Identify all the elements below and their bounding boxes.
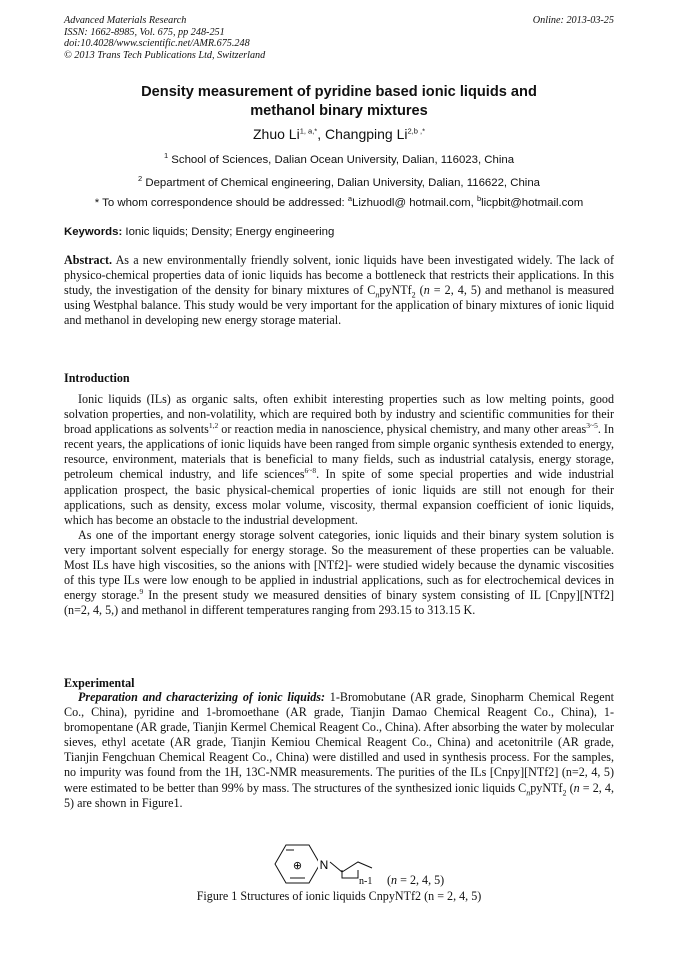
issn-line: ISSN: 1662-8985, Vol. 675, pp 248-251 xyxy=(64,26,225,38)
author-separator: , xyxy=(317,126,325,142)
intro-paragraph-2: As one of the important energy storage solvent categories, ionic liquids and their binary system solution is very important solvent especially for energy storage. So the measurement of these properties can be valuable. Most ILs have high viscosities, so the anions with [NTf2]- were studied widely because the dynamic viscosities of this type ILs were low enough to be applied in industrial applications, such as for electrochemical devices in energy storage.$^9$ In the present study we measured densities of binary system consisting of IL [Cnpy][NTf2] (n=2, 4, 5,) and methanol in different temperatures ranging from 293.15 to 313.15 K. xyxy=(64,527,614,618)
experimental-subheading: Preparation and characterizing of ionic liquids: xyxy=(78,690,326,704)
doi-line: doi:10.4028/www.scientific.net/AMR.675.248 xyxy=(64,38,250,50)
experimental-paragraph: Preparation and characterizing of ionic liquids: 1-Bromobutane (AR grade, Sinopharm Chemical Regent Co., China), pyridine and 1-bromoethane (AR grade, Tianjin Damao Chemical Reagent Co., China), 1-bromopentane (AR grade, Tianjin Kermel Chemical Reagent Co., China). After absorbing the water by molecular sieves, ethyl acetate (AR grade, Tianjin Kemiou Chemical Reagent Co., China) and acetonitrile (AR grade, Tianjin Fengchuan Chemical Reagent Co., China) were distilled and used in synthesis process. For the samples, no impurity was found from the 1H, 13C-NMR measurements. The purities of the ILs [Cnpy][NTf2] (n=2, 4, 5) were estimated to be better than 99% by mass. The structures of the synthesized ionic liquids $C_npyNTf_2$ (n = 2, 4, 5) are shown in Figure1. xyxy=(64,690,615,810)
abstract-label: Abstract. xyxy=(64,253,113,267)
online-date: Online: 2013-03-25 xyxy=(532,15,614,26)
introduction-heading: Introduction xyxy=(64,371,130,385)
nitrogen-label: N xyxy=(319,858,329,872)
keywords-text: Ionic liquids; Density; Energy engineering xyxy=(122,226,335,238)
author-1-affiliation-mark: 1, a,* xyxy=(299,126,318,136)
alkyl-chain xyxy=(330,862,372,872)
journal-name: Advanced Materials Research xyxy=(64,15,187,26)
introduction-body xyxy=(64,392,614,618)
copyright-line: © 2013 Trans Tech Publications Ltd, Switzerland xyxy=(64,49,266,61)
keywords-label: Keywords: xyxy=(64,226,123,238)
title-line-1: Density measurement of pyridine based ionic liquids and xyxy=(141,84,537,100)
affiliation-2: $^2$ Department of Chemical engineering, Dalian University, Dalian, 116622, China xyxy=(138,174,540,189)
experimental-body xyxy=(64,690,614,811)
title-line-2: methanol binary mixtures xyxy=(250,103,428,119)
correspondence-line: * To whom correspondence should be addressed: $^a$Lizhuodl@ hotmail.com, $^b$licpbit@hotmail.com xyxy=(94,194,584,209)
author-1: Zhuo Li xyxy=(252,126,300,142)
experimental-heading: Experimental xyxy=(64,676,135,690)
figure-n-range: (n = 2, 4, 5) xyxy=(387,873,445,887)
affiliation-1: $^1$ School of Sciences, Dalian Ocean University, Dalian, 116023, China xyxy=(163,151,515,166)
figure-caption: Figure 1 Structures of ionic liquids CnpyNTf2 (n = 2, 4, 5) xyxy=(196,889,482,903)
repeat-subscript: n-1 xyxy=(359,876,373,887)
keywords xyxy=(64,226,334,238)
abstract: Abstract. As a new environmentally friendly solvent, ionic liquids have been investigated widely. The lack of physico-chemical properties data of ionic liquids has become a bottleneck that restricts their applications. In this study, the investigation of the density for binary mixtures of $C_npyNTf_2$ (n = 2, 4, 5) and methanol is measured using Westphal balance. This study would be very important for the application of binary mixtures of ionic liquid and methanol in developing new energy storage material. xyxy=(64,253,614,328)
intro-paragraph-1: Ionic liquids (ILs) as organic salts, often exhibit interesting properties such as low melting points, good solvation properties, and non-volatility, which are required both by industry and scientific communities for their broad applications as solvents$^{1,2}$ or reaction media in nanoscience, physical chemistry, and many other areas$^{3\sim 5}$. In recent years, the applications of ionic liquids have been ranged from simple organic synthesis extended to energy, resource, environment, materials that is beneficial to many fields, such as industrial catalysis, energy storage, petroleum chemical industry, and life sciences$^{6\sim 8}$. In spite of some special properties and wide industrial application prospect, the basic physical-chemical properties of ionic liquids are still not enough for their applications, such as density, excess molar volume, viscosity, thermal expansion coefficient of ionic liquids, which has become an obstacle to the industrial development. xyxy=(64,392,614,527)
paper-title xyxy=(64,83,614,121)
email-2[interactable]: licpbit@hotmail.com xyxy=(481,197,584,209)
positive-charge-icon: ⊕ xyxy=(292,859,303,872)
email-1[interactable]: Lizhuodl@ hotmail.com, xyxy=(352,197,477,209)
author-list xyxy=(64,126,614,142)
journal-header xyxy=(64,15,265,61)
author-2: Changping Li xyxy=(324,126,408,142)
author-2-affiliation-mark: 2,b ,* xyxy=(407,126,426,136)
chain-bracket xyxy=(342,870,358,878)
